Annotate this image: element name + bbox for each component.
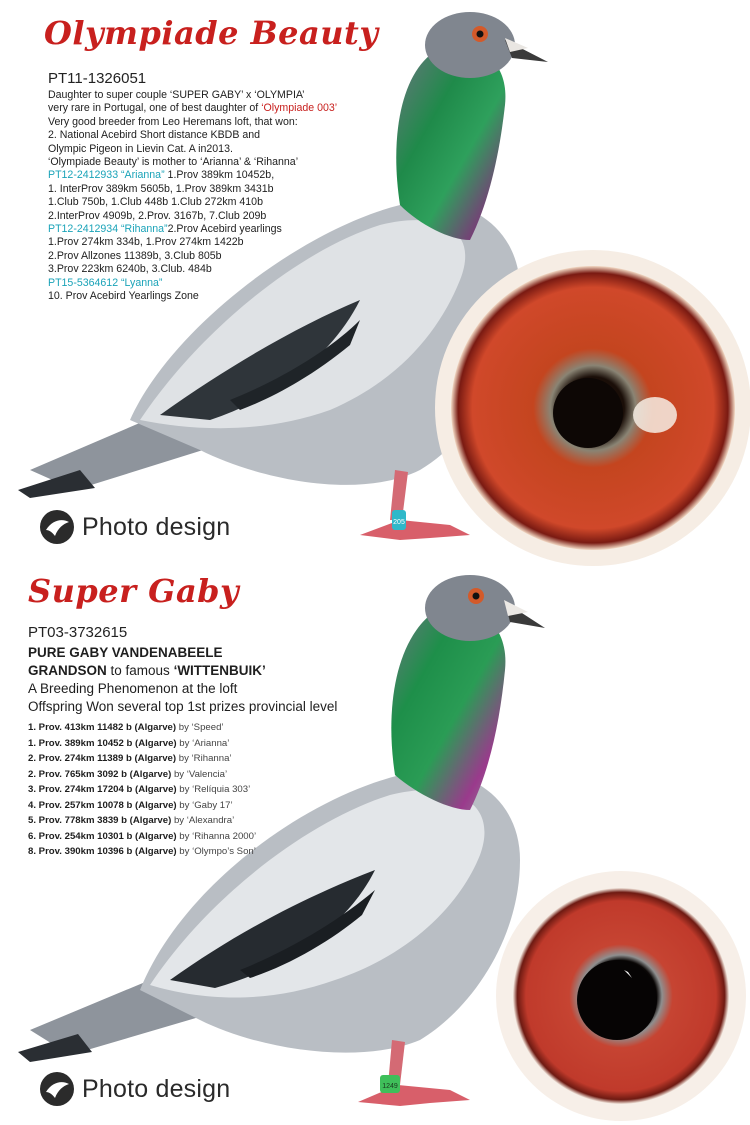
- result-row: [28, 736, 256, 752]
- text-line: [48, 129, 337, 142]
- text-line: [28, 644, 337, 662]
- result-row: [28, 782, 256, 798]
- text-line: [48, 143, 337, 156]
- pedigree-description: [48, 89, 337, 304]
- text-segment: ‘Olympiade 003’: [261, 102, 338, 115]
- result-offspring: by ‘Gaby 17’: [176, 799, 233, 811]
- result-offspring: by ‘Valencia’: [171, 768, 228, 780]
- text-segment: 2.Prov Allzones 11389b, 3.Club 805b: [48, 249, 222, 262]
- bird-logo-icon: [38, 1070, 76, 1108]
- text-segment: 1. InterProv 389km 5605b, 1.Prov 389km 3431b: [48, 182, 274, 195]
- text-line: [48, 169, 337, 182]
- ring-number: PT03-3732615: [28, 624, 128, 641]
- pigeon-section-super-gaby: [0, 560, 750, 1125]
- result-row: [28, 813, 256, 829]
- result-row: [28, 798, 256, 814]
- result-row: [28, 720, 256, 736]
- text-segment: 1.Prov 389km 10452b,: [164, 169, 275, 182]
- leg-band-number: 205: [393, 519, 405, 526]
- text-line: [48, 250, 337, 263]
- text-segment: PT12-2412933 “Arianna”: [48, 169, 165, 182]
- result-offspring: by ‘Arianna’: [176, 737, 230, 749]
- text-segment: very rare in Portugal, one of best daughter of: [48, 102, 262, 115]
- text-segment: A Breeding Phenomenon at the loft: [28, 681, 238, 696]
- text-segment: 1.Club 750b, 1.Club 448b 1.Club 272km 410b: [48, 196, 263, 209]
- result-offspring: by ‘Speed’: [176, 722, 224, 733]
- text-segment: PT12-2412934 “Rihanna”: [48, 223, 168, 236]
- text-line: [48, 89, 337, 102]
- text-segment: ‘Olympiade Beauty’ is mother to ‘Arianna’ & ‘Rihanna’: [48, 156, 299, 169]
- logo-text: Photo design: [82, 1074, 231, 1103]
- text-line: [48, 290, 337, 303]
- text-line: [48, 116, 337, 129]
- text-segment: 2.Prov Acebird yearlings: [167, 223, 282, 236]
- text-line: [48, 196, 337, 209]
- bird-logo-icon: [38, 508, 76, 546]
- result-race: 4. Prov. 257km 10078 b (Algarve): [28, 799, 177, 811]
- result-row: [28, 844, 256, 860]
- text-line: [48, 210, 337, 223]
- text-line: [48, 156, 337, 169]
- result-offspring: by ‘Alexandra’: [171, 815, 235, 826]
- text-segment: 3.Prov 223km 6240b, 3.Club. 484b: [48, 263, 212, 276]
- text-segment: PT15-5364612 “Lyanna”: [48, 276, 163, 289]
- pigeon-name-title: Super Gaby: [28, 572, 240, 610]
- result-race: 6. Prov. 254km 10301 b (Algarve): [28, 830, 177, 842]
- text-line: [48, 102, 337, 115]
- photo-design-logo: [38, 1070, 230, 1108]
- text-line: [48, 236, 337, 249]
- text-segment: Olympic Pigeon in Lievin Cat. A in2013.: [48, 142, 233, 155]
- pigeon-section-olympiade-beauty: [0, 0, 750, 560]
- result-row: [28, 767, 256, 783]
- logo-text: Photo design: [82, 512, 231, 541]
- text-segment: Very good breeder from Leo Heremans loft, that won:: [48, 115, 298, 128]
- text-line: [28, 698, 337, 716]
- result-offspring: by ‘Relíquia 303’: [176, 784, 251, 795]
- text-segment: PURE GABY VANDENABEELE: [28, 645, 223, 660]
- result-race: 1. Prov. 413km 11482 b (Algarve): [28, 722, 177, 733]
- text-line: [48, 277, 337, 290]
- leg-band-number: 1249: [382, 1083, 398, 1090]
- result-offspring: by ‘Olympo’s Son’: [176, 846, 256, 857]
- text-segment: Offspring Won several top 1st prizes provincial level: [28, 699, 338, 714]
- pigeon-name-title: Olympiade Beauty: [44, 14, 379, 52]
- text-line: [48, 183, 337, 196]
- text-line: [28, 680, 337, 698]
- offspring-results-list: [28, 720, 256, 860]
- result-row: [28, 751, 256, 767]
- photo-design-logo: [38, 508, 230, 546]
- result-race: 1. Prov. 389km 10452 b (Algarve): [28, 737, 177, 749]
- text-line: [48, 263, 337, 276]
- text-segment: 2.InterProv 4909b, 2.Prov. 3167b, 7.Club 209b: [48, 209, 267, 222]
- breeding-highlights: [28, 644, 337, 716]
- text-segment: 10. Prov Acebird Yearlings Zone: [48, 290, 199, 303]
- result-race: 2. Prov. 765km 3092 b (Algarve): [28, 768, 172, 780]
- result-race: 2. Prov. 274km 11389 b (Algarve): [28, 753, 177, 764]
- result-row: [28, 829, 256, 845]
- result-offspring: by ‘Rihanna’: [176, 753, 232, 764]
- result-race: 3. Prov. 274km 17204 b (Algarve): [28, 784, 177, 795]
- result-offspring: by ‘Rihanna 2000’: [176, 830, 257, 842]
- text-line: [48, 223, 337, 236]
- result-race: 8. Prov. 390km 10396 b (Algarve): [28, 846, 177, 857]
- text-segment: Daughter to super couple ‘SUPER GABY’ x ‘OLYMPIA’: [48, 89, 305, 101]
- result-race: 5. Prov. 778km 3839 b (Algarve): [28, 815, 172, 826]
- text-segment: GRANDSON: [28, 663, 107, 678]
- ring-number: PT11-1326051: [48, 70, 147, 87]
- text-segment: 1.Prov 274km 334b, 1.Prov 274km 1422b: [48, 236, 244, 249]
- text-line: [28, 662, 337, 680]
- text-segment: 2. National Acebird Short distance KBDB and: [48, 129, 260, 142]
- text-segment: to famous: [106, 663, 174, 678]
- text-segment: ‘WITTENBUIK’: [173, 663, 266, 678]
